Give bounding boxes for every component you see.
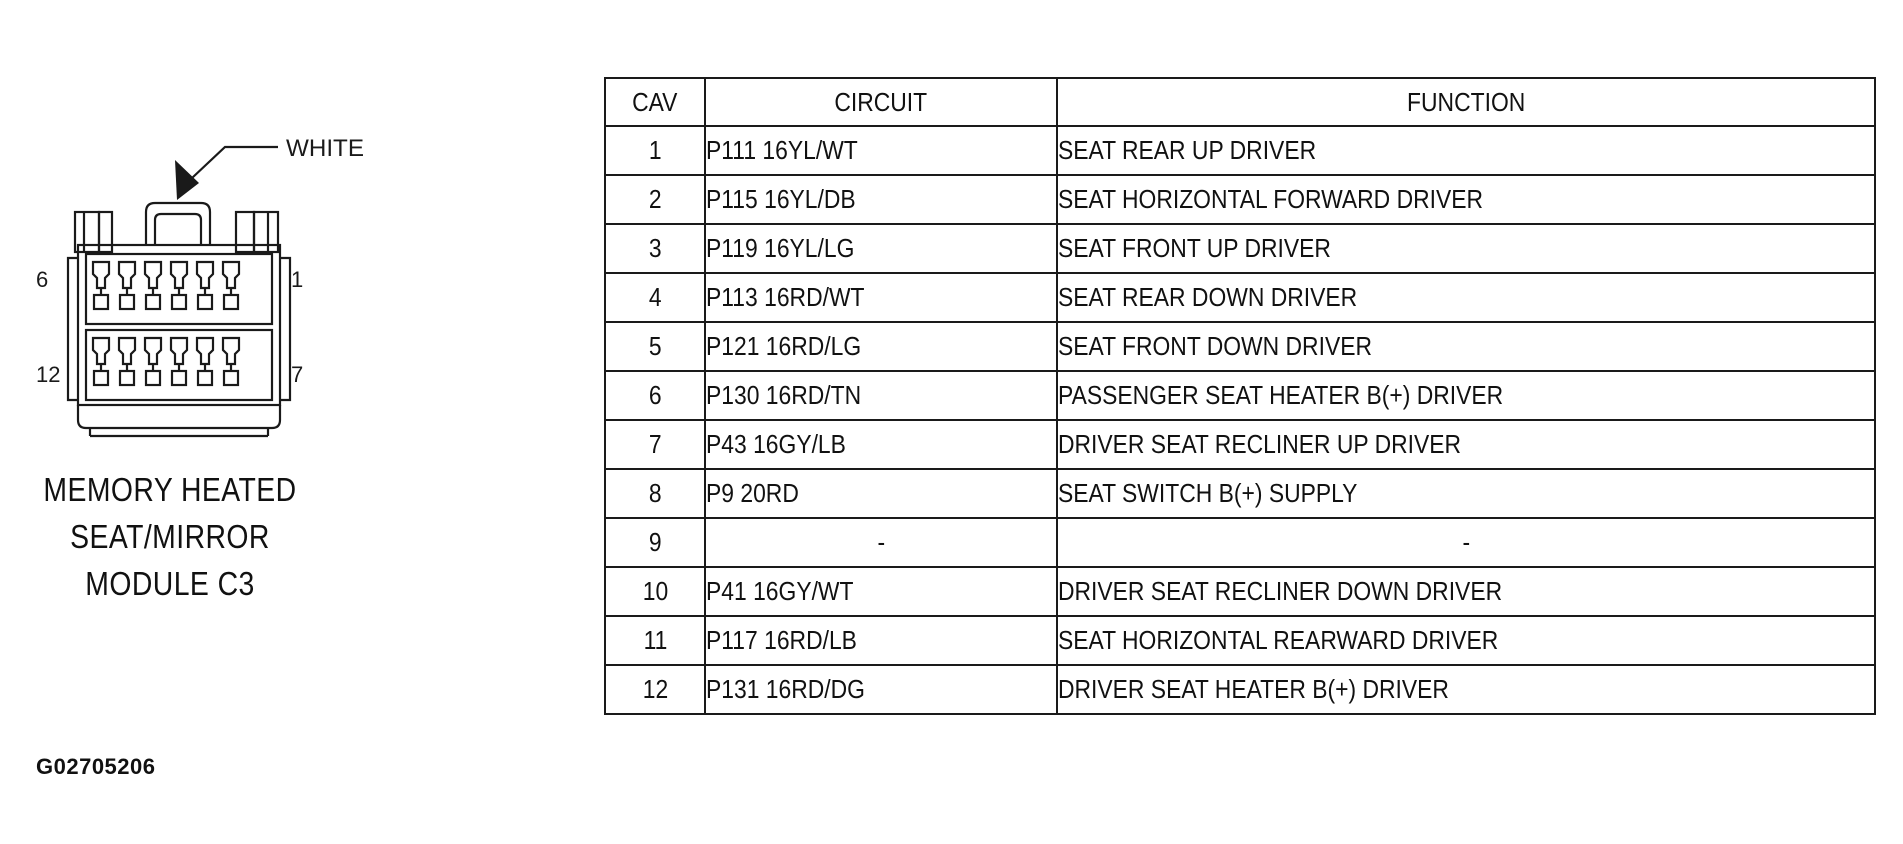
cav-cell: 9 — [605, 518, 705, 567]
circuit-cell: P113 16RD/WT — [705, 273, 1057, 322]
function-cell: DRIVER SEAT HEATER B(+) DRIVER — [1057, 665, 1875, 714]
leader-arrowhead — [175, 160, 199, 200]
function-cell: DRIVER SEAT RECLINER UP DRIVER — [1057, 420, 1875, 469]
cav-cell: 10 — [605, 567, 705, 616]
table-row — [605, 616, 1875, 665]
circuit-cell: P117 16RD/LB — [705, 616, 1057, 665]
module-title-line-3: MODULE C3 — [85, 565, 255, 602]
circuit-cell: P43 16GY/LB — [705, 420, 1057, 469]
table-row — [605, 175, 1875, 224]
function-cell: SEAT HORIZONTAL FORWARD DRIVER — [1057, 175, 1875, 224]
pin-label-top-left: 6 — [36, 267, 49, 292]
cav-cell: 5 — [605, 322, 705, 371]
table-row — [605, 518, 1875, 567]
function-cell: DRIVER SEAT RECLINER DOWN DRIVER — [1057, 567, 1875, 616]
function-cell: SEAT FRONT DOWN DRIVER — [1057, 322, 1875, 371]
table-header-row — [605, 78, 1875, 126]
table-row — [605, 371, 1875, 420]
header-cav: CAV — [605, 78, 705, 126]
pin-label-bottom-right: 7 — [291, 362, 304, 387]
table-row — [605, 322, 1875, 371]
pinout-table — [604, 77, 1876, 715]
cav-cell: 3 — [605, 224, 705, 273]
table-row — [605, 420, 1875, 469]
color-leader-line — [192, 147, 278, 178]
table-row — [605, 567, 1875, 616]
module-title — [41, 466, 299, 607]
terminal-cavity — [197, 262, 213, 309]
cav-cell: 11 — [605, 616, 705, 665]
terminal-cavity — [145, 338, 161, 385]
terminal-cavity — [119, 262, 135, 309]
cav-cell: 12 — [605, 665, 705, 714]
circuit-cell: P111 16YL/WT — [705, 126, 1057, 175]
pin-label-bottom-left: 12 — [36, 362, 61, 387]
table-row — [605, 273, 1875, 322]
terminal-cavity — [93, 262, 109, 309]
header-circuit: CIRCUIT — [705, 78, 1057, 126]
circuit-cell: P115 16YL/DB — [705, 175, 1057, 224]
cav-cell: 7 — [605, 420, 705, 469]
table-row — [605, 665, 1875, 714]
cav-cell: 8 — [605, 469, 705, 518]
module-title-line-1: MEMORY HEATED — [43, 471, 297, 508]
left-flange — [68, 258, 78, 400]
table-row — [605, 224, 1875, 273]
connector-diagram — [0, 0, 420, 470]
figure-id: G02705206 — [36, 754, 156, 779]
cav-cell: 6 — [605, 371, 705, 420]
terminal-cavity — [145, 262, 161, 309]
header-function: FUNCTION — [1057, 78, 1875, 126]
circuit-cell: - — [705, 518, 1057, 567]
circuit-cell: P9 20RD — [705, 469, 1057, 518]
function-cell: SEAT HORIZONTAL REARWARD DRIVER — [1057, 616, 1875, 665]
circuit-cell: P41 16GY/WT — [705, 567, 1057, 616]
terminal-cavity — [93, 338, 109, 385]
terminal-cavity — [197, 338, 213, 385]
connector-base — [78, 405, 280, 428]
circuit-cell: P121 16RD/LG — [705, 322, 1057, 371]
cav-cell: 2 — [605, 175, 705, 224]
terminal-cavity — [223, 338, 239, 385]
terminal-cavity — [171, 262, 187, 309]
terminal-cavity — [223, 262, 239, 309]
function-cell: SEAT SWITCH B(+) SUPPLY — [1057, 469, 1875, 518]
function-cell: - — [1057, 518, 1875, 567]
color-label: WHITE — [286, 135, 364, 162]
circuit-cell: P131 16RD/DG — [705, 665, 1057, 714]
cav-cell: 1 — [605, 126, 705, 175]
module-title-line-2: SEAT/MIRROR — [70, 518, 270, 555]
function-cell: SEAT FRONT UP DRIVER — [1057, 224, 1875, 273]
table-row — [605, 469, 1875, 518]
function-cell: SEAT REAR DOWN DRIVER — [1057, 273, 1875, 322]
circuit-cell: P119 16YL/LG — [705, 224, 1057, 273]
pin-label-top-right: 1 — [291, 267, 304, 292]
table-row — [605, 126, 1875, 175]
circuit-cell: P130 16RD/TN — [705, 371, 1057, 420]
terminal-cavity — [171, 338, 187, 385]
cav-cell: 4 — [605, 273, 705, 322]
terminal-cavity — [119, 338, 135, 385]
right-flange — [280, 258, 290, 400]
function-cell: SEAT REAR UP DRIVER — [1057, 126, 1875, 175]
function-cell: PASSENGER SEAT HEATER B(+) DRIVER — [1057, 371, 1875, 420]
